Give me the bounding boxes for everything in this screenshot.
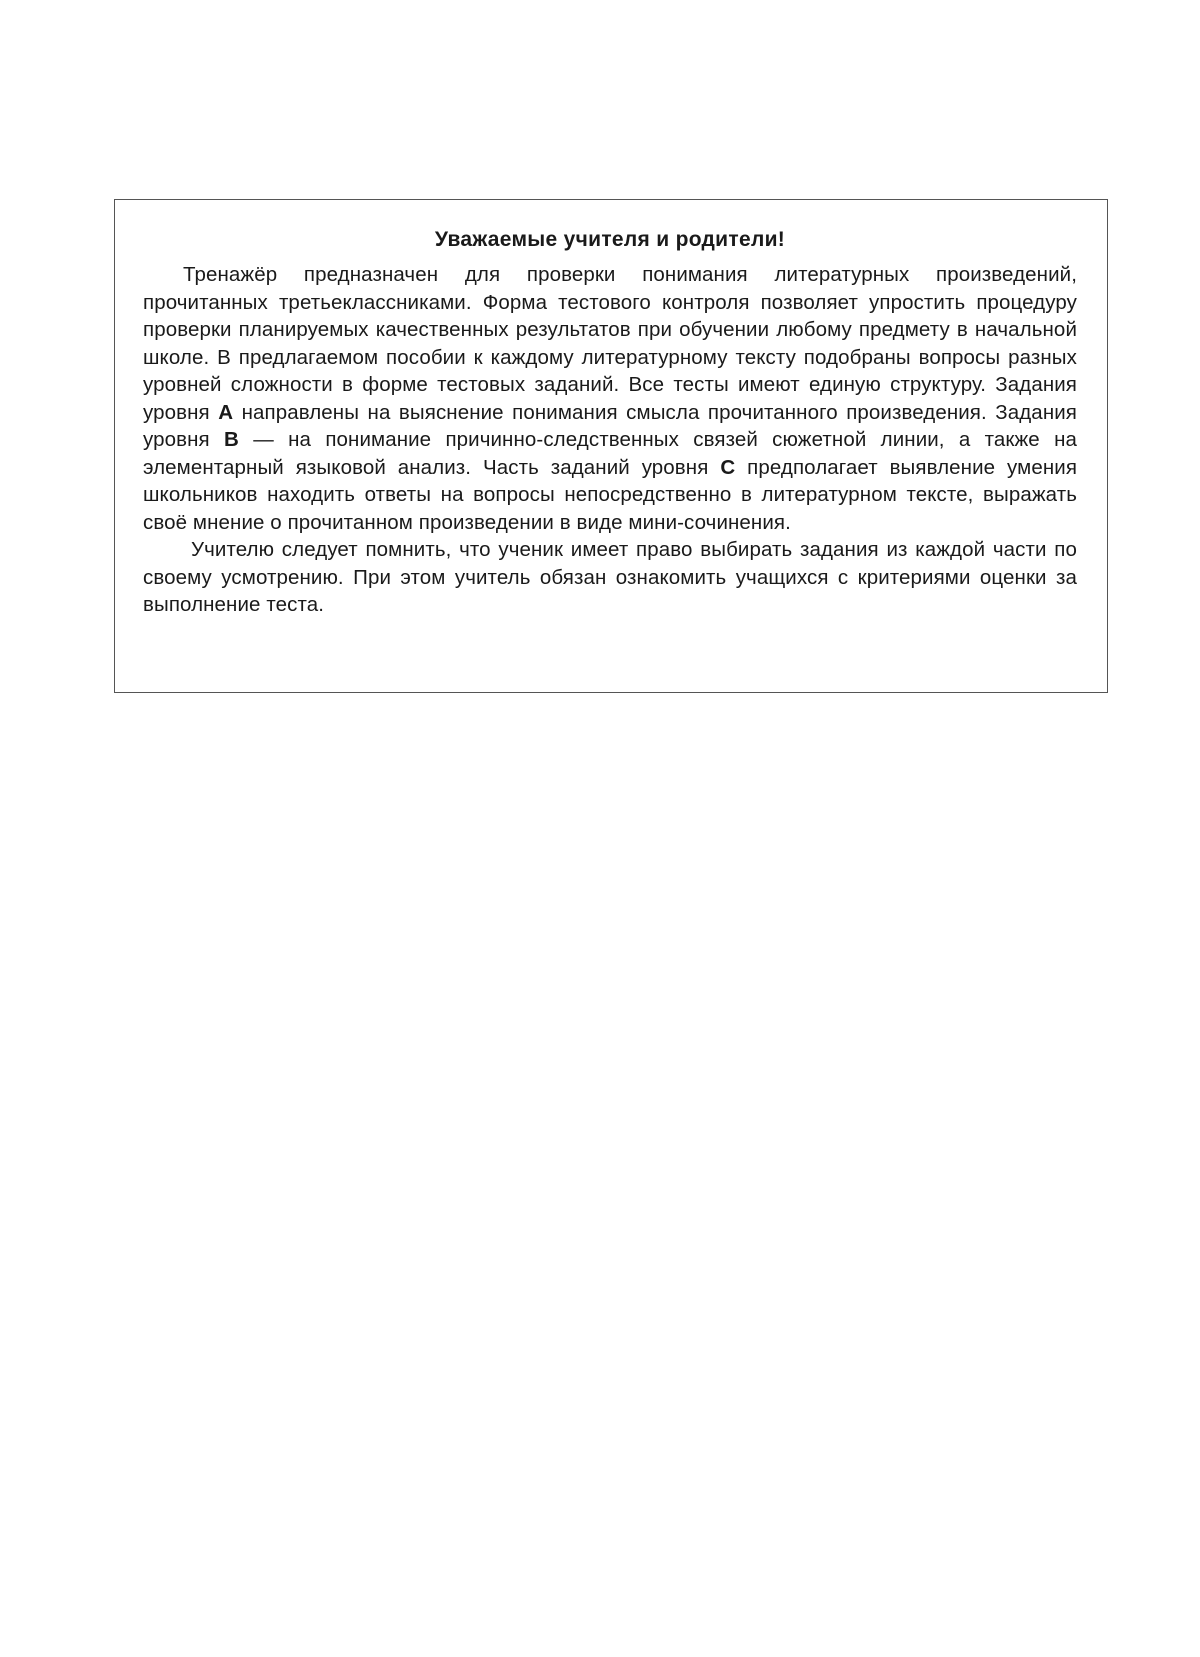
intro-text-part3: — на понимание причинно-следственных связей сюжетной линии, а также на элементарный языковой анализ. Часть заданий уровня [143,428,1078,479]
level-a-label: А [218,400,234,424]
notice-paragraph-teacher: Учителю следует помнить, что ученик имеет право выбирать задания из каждой части по своему усмотрению. При этом учитель обязан ознакомить учащихся с критериями оценки за выполнение теста. [143,538,1077,616]
intro-text-part2: направлены на выяснение понимания смысла прочитанного произведения. Задания уровня [143,400,1077,451]
notice-box [114,199,1108,693]
intro-text-part4: предполагает выявление умения школьников находить ответы на вопросы непосредственно в литературном тексте, выражать своё мнение о прочитанном произведении в виде мини-сочинения. [143,455,1078,534]
level-c-label: С [720,455,736,479]
notice-paragraph-intro [143,261,1077,536]
notice-title: Уважаемые учителя и родители! [434,228,786,251]
intro-text-part1: Тренажёр предназначен для проверки понимания литературных произведений, прочитанных третьеклассниками. Форма тестового контроля позволяет упростить процедуру проверки планируемых качественных результатов при обучении любому предмету в начальной школе. В предлагаемом пособии к каждому литературному тексту подобраны вопросы разных уровней сложности в форме тестовых заданий. Все тесты имеют единую структуру. Задания уровня [143,263,1077,424]
level-b-label: В [224,428,239,451]
